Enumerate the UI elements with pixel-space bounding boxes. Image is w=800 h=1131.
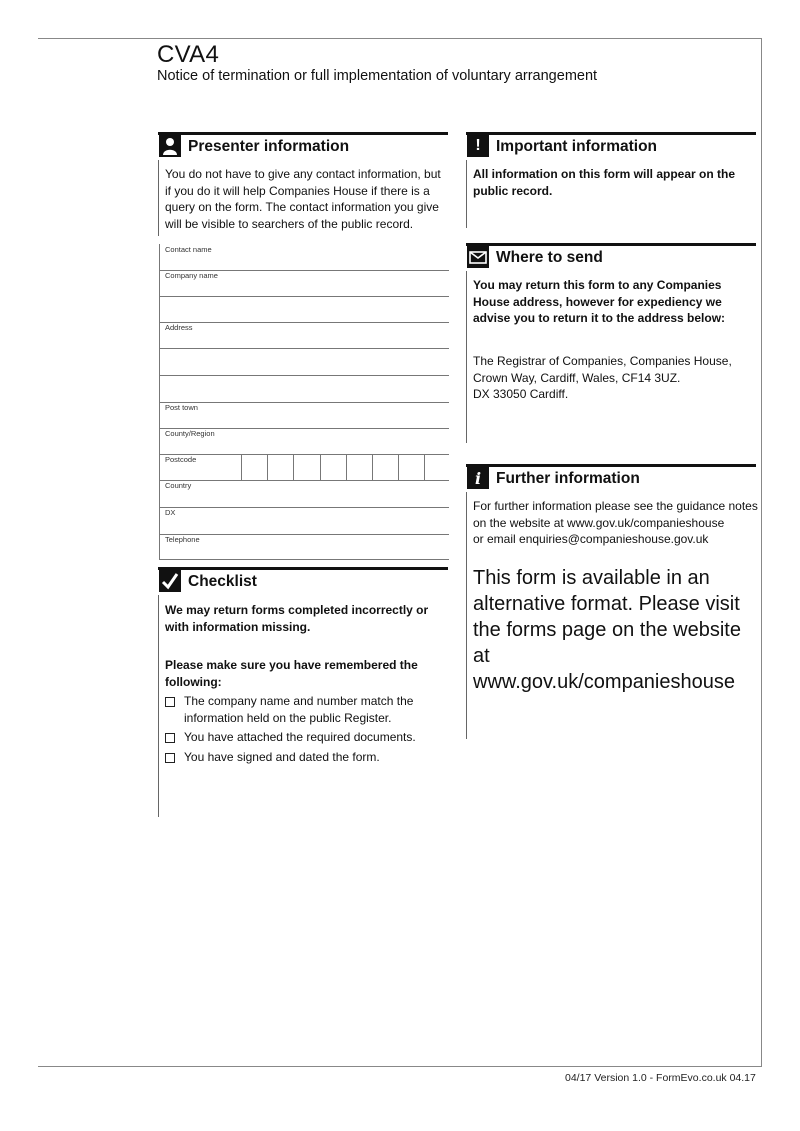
checklist-items	[165, 690, 448, 765]
checklist-intro: We may return forms completed incorrectly or with information missing.	[165, 603, 429, 634]
further-info-text	[473, 498, 760, 548]
further-info-heading: Further information	[496, 470, 640, 487]
where-to-send-section	[466, 243, 756, 270]
further-info-section	[466, 464, 756, 491]
registrar-address	[473, 353, 760, 403]
where-to-send-text: You may return this form to any Companies House address, however for expediency we advise you to return it to the address below:	[473, 278, 726, 325]
exclamation-icon: !	[467, 135, 489, 157]
important-heading: Important information	[496, 138, 658, 155]
presenter-left-rule	[158, 160, 159, 236]
contact-name-field[interactable]	[159, 244, 449, 271]
person-icon	[159, 135, 181, 157]
alternative-format-text: This form is available in an alternative format. Please visit the forms page on the website at www.gov.uk/companieshouse	[473, 567, 741, 693]
bottom-rule	[38, 1066, 762, 1067]
contact-name-label: Contact name	[165, 245, 212, 254]
presenter-section	[158, 132, 448, 159]
checklist-item[interactable]	[165, 729, 448, 746]
important-left-rule	[466, 160, 467, 228]
postcode-label: Postcode	[165, 455, 197, 464]
checkbox[interactable]	[165, 697, 175, 707]
where-to-send-left-rule	[466, 271, 467, 443]
checklist-item-text: You have attached the required documents.	[184, 730, 416, 744]
checklist-section	[158, 567, 448, 594]
footer-version: 04/17 Version 1.0 - FormEvo.co.uk 04.17	[565, 1072, 756, 1084]
address-line-3: DX 33050 Cardiff.	[473, 387, 569, 401]
company-name-line2-field[interactable]	[159, 296, 449, 323]
dx-field[interactable]	[159, 507, 449, 535]
checklist-item-text: The company name and number match the information held on the public Register.	[184, 694, 414, 725]
further-info-line-3: or email enquiries@companieshouse.gov.uk	[473, 532, 709, 546]
where-to-send-heading: Where to send	[496, 249, 603, 266]
form-title: Notice of termination or full implementation of voluntary arrangement	[157, 68, 598, 84]
address-field[interactable]	[159, 322, 449, 349]
checklist-left-rule	[158, 595, 159, 817]
post-town-label: Post town	[165, 403, 198, 412]
presenter-header	[158, 132, 448, 159]
checklist-header	[158, 567, 448, 594]
envelope-icon	[467, 246, 489, 268]
postcode-field[interactable]	[159, 454, 449, 481]
telephone-field[interactable]	[159, 534, 449, 560]
address-line3-field[interactable]	[159, 375, 449, 403]
telephone-label: Telephone	[165, 535, 200, 544]
where-to-send-header	[466, 243, 756, 270]
important-header	[466, 132, 756, 159]
address-line-1: The Registrar of Companies, Companies House,	[473, 354, 732, 368]
postcode-box-divider	[424, 454, 425, 480]
country-field[interactable]	[159, 480, 449, 508]
important-section	[466, 132, 756, 159]
checkmark-icon	[159, 570, 181, 592]
company-name-label: Company name	[165, 271, 218, 280]
address-line2-field[interactable]	[159, 348, 449, 376]
checkbox[interactable]	[165, 753, 175, 763]
further-info-line-2: on the website at www.gov.uk/companieshouse	[473, 515, 725, 530]
country-label: Country	[165, 481, 192, 490]
dx-label: DX	[165, 508, 176, 517]
county-field[interactable]	[159, 428, 449, 455]
postcode-box-divider	[320, 454, 321, 480]
postcode-box-divider	[398, 454, 399, 480]
postcode-box-divider	[241, 454, 242, 480]
county-label: County/Region	[165, 429, 215, 438]
postcode-box-divider	[346, 454, 347, 480]
postcode-box-divider	[267, 454, 268, 480]
further-info-left-rule	[466, 492, 467, 739]
address-line-2: Crown Way, Cardiff, Wales, CF14 3UZ.	[473, 370, 681, 385]
company-name-field[interactable]	[159, 270, 449, 297]
important-text: All information on this form will appear on the public record.	[473, 167, 736, 198]
checklist-item-text: You have signed and dated the form.	[184, 749, 380, 764]
further-info-line-1: For further information please see the guidance notes	[473, 499, 758, 513]
checklist-prompt: Please make sure you have remembered the following:	[165, 658, 418, 689]
postcode-box-divider	[372, 454, 373, 480]
top-rule	[38, 38, 762, 39]
right-rule	[761, 38, 762, 1067]
postcode-box-divider	[293, 454, 294, 480]
address-label: Address	[165, 323, 193, 332]
checkbox[interactable]	[165, 733, 175, 743]
checklist-heading: Checklist	[188, 573, 257, 590]
presenter-intro: You do not have to give any contact information, but if you do it will help Companies House if there is a query on the form. The contact information you give will be visible to searchers of the public record.	[165, 167, 441, 231]
presenter-heading: Presenter information	[188, 138, 350, 155]
form-code: CVA4	[157, 41, 220, 68]
post-town-field[interactable]	[159, 402, 449, 429]
checklist-item[interactable]	[165, 693, 448, 726]
checklist-item[interactable]	[165, 749, 448, 766]
further-info-header	[466, 464, 756, 491]
info-icon: i	[467, 467, 489, 489]
